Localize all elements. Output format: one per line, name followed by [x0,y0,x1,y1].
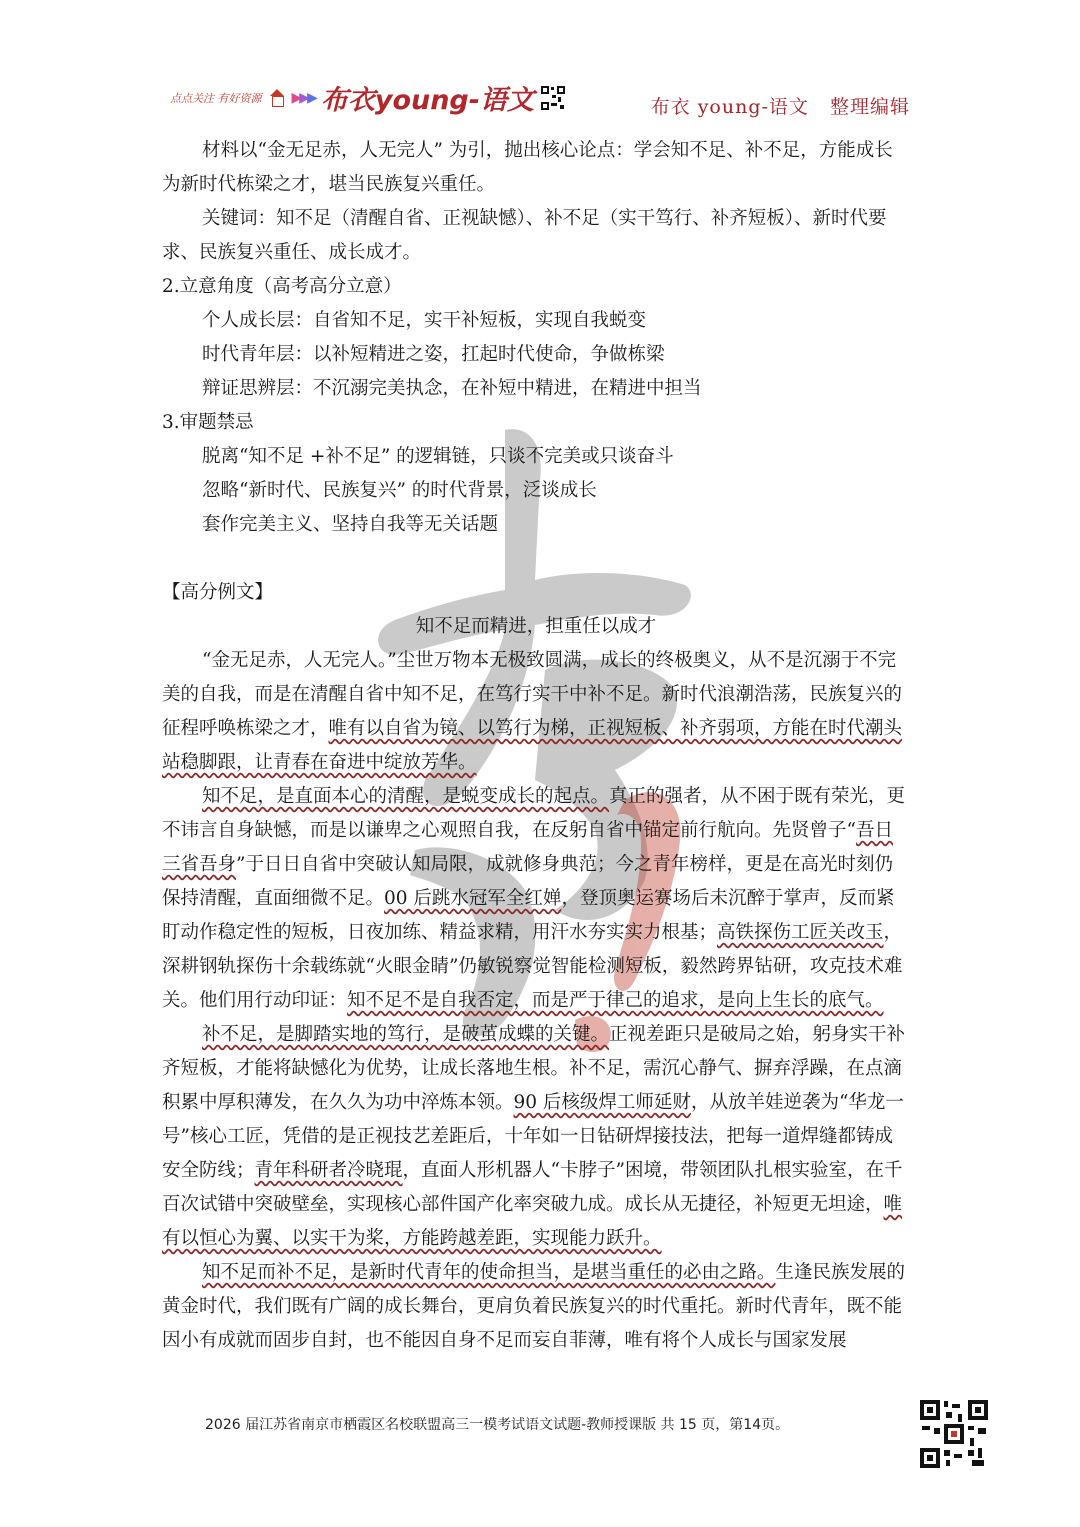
paragraph: 关键词：知不足（清醒自省、正视缺憾）、补不足（实干笃行、补齐短板）、新时代要求、民族复兴重任、成长成才。 [162,208,887,263]
list-item: 时代青年层：以补短精进之姿，扛起时代使命，争做栋梁 [202,344,665,365]
essay-paragraph [162,1018,910,1256]
text-span: ，从放羊娃逆袭为“华龙一号”核心工匠，凭借的是正视技艺差距后，十年如一日钻研焊接技法，把每一道焊缝都铸成安全防线； [162,1092,904,1181]
list-item: 个人成长层：自省知不足，实干补短板，实现自我蜕变 [202,310,647,331]
underlined-text: 青年科研者冷晓琨 [254,1160,403,1181]
text-span: ，登顶奥运赛场后未沉醉于掌声，反而紧盯动作稳定性的短板，日夜加练、精益求精，用汗水夯实实力根基； [162,888,895,943]
text-span: ，深耕钢轨探伤十余载练就“火眼金睛”仍敏锐察觉智能检测短板，毅然跨界钻研，攻克技术难关。他们用行动印证： [162,922,903,1011]
brand-logo-text: 布衣young-语文 [320,85,534,116]
text-span: 真正的强者，从不困于既有荣光，更不讳言自身缺憾，而是以谦卑之心观照自我，在反躬自省中锚定前行航向。先贤曾子“ [162,786,906,841]
list-item: 忽略“新时代、民族复兴” 的时代背景，泛谈成长 [202,480,597,501]
brand-banner [170,78,566,117]
underlined-text: 唯有以自省为镜、以笃行为梯，正视短板、补齐弱项，方能在时代潮头站稳脚跟，让青春在奋进中绽放芳华。 [162,718,903,773]
editor-credit [637,92,910,119]
editor-name: 布衣 young-语文 [650,96,809,118]
underlined-text: 知不足不是自我否定，而是严于律己的追求，是向上生长的底气。 [347,990,884,1011]
follow-slogan: 点点关注 有好资源 [170,91,262,105]
underlined-text: 知不足，是直面本心的清醒，是蜕变成长的起点。 [202,786,610,807]
essay-paragraph [162,1256,910,1358]
list-item: 脱离“知不足 +补不足” 的逻辑链，只谈不完美或只谈奋斗 [202,446,674,467]
text-span: 正视差距只是破局之始，躬身实干补齐短板，才能将缺憾化为优势，让成长落地生根。补不足，需沉心静气、摒弃浮躁，在点滴积累中厚积薄发，在久久为功中淬炼本领。 [162,1024,906,1113]
text-span: 生逢民族发展的黄金时代，我们既有广阔的成长舞台，更肩负着民族复兴的时代重托。新时代青年，既不能因小有成就而固步自封，也不能因自身不足而妄自菲薄，唯有将个人成长与国家发展 [162,1262,906,1351]
list-item: 辩证思辨层：不沉溺完美执念，在补短中精进，在精进中担当 [202,378,702,399]
arrow-icon: ▶▶▶ [291,89,315,106]
text-span: ，直面人形机器人“卡脖子”困境，带领团队扎根实验室，在千百次试错中突破壁垒，实现核心部件国产化率突破九成。成长从无捷径，补短更无坦途， [162,1160,903,1215]
text-span: “金无足赤，人无完人。”尘世万物本无极致圆满，成长的终极奥义，从不是沉溺于不完美的自我，而是在清醒自省中知不足，在笃行实干中补不足。新时代浪潮浩荡，民族复兴的征程呼唤栋梁之才， [162,650,903,739]
essay-heading: 【高分例文】 [162,582,274,603]
editor-role: 整理编辑 [829,96,910,118]
page-header [170,74,910,122]
paragraph: 材料以“金无足赤，人无完人” 为引，抛出核心论点：学会知不足、补不足，方能成长为新时代栋梁之才，堪当民族复兴重任。 [162,140,893,195]
underlined-text: 唯有以恒心为翼、以实干为桨，方能跨越差距，实现能力跃升。 [162,1194,903,1249]
underlined-text: 知不足而补不足，是新时代青年的使命担当，是堪当重任的必由之路。 [202,1262,776,1283]
qr-code-icon [918,1398,990,1470]
underlined-text: 补不足，是脚踏实地的笃行，是破茧成蝶的关键。 [202,1024,610,1045]
text-span: ”于日日自省中突破认知局限，成就修身典范；今之青年榜样，更是在高光时刻仍保持清醒，直面细微不足。 [162,854,893,909]
essay-paragraph [162,780,910,1018]
document-body [162,134,910,1358]
underlined-text: 高铁探伤工匠关改玉 [717,922,884,943]
essay-paragraph [162,644,910,780]
footer-text: 2026 届江苏省南京市栖霞区名校联盟高三一模考试语文试题-教师授课版 共 15 页，第14页。 [205,1417,790,1433]
section-heading: 3.审题禁忌 [162,412,254,433]
underlined-text: 90 后核级焊工师延财 [513,1092,691,1113]
qr-code-icon [540,85,566,111]
underlined-text: 吾日三省吾身 [162,820,893,875]
underlined-text: 00 后跳水冠军全红婵 [384,888,562,909]
section-heading: 2.立意角度（高考高分立意） [162,276,402,297]
essay-title: 知不足而精进，担重任以成才 [415,616,657,637]
house-icon [268,89,286,107]
list-item: 套作完美主义、坚持自我等无关话题 [202,514,499,535]
